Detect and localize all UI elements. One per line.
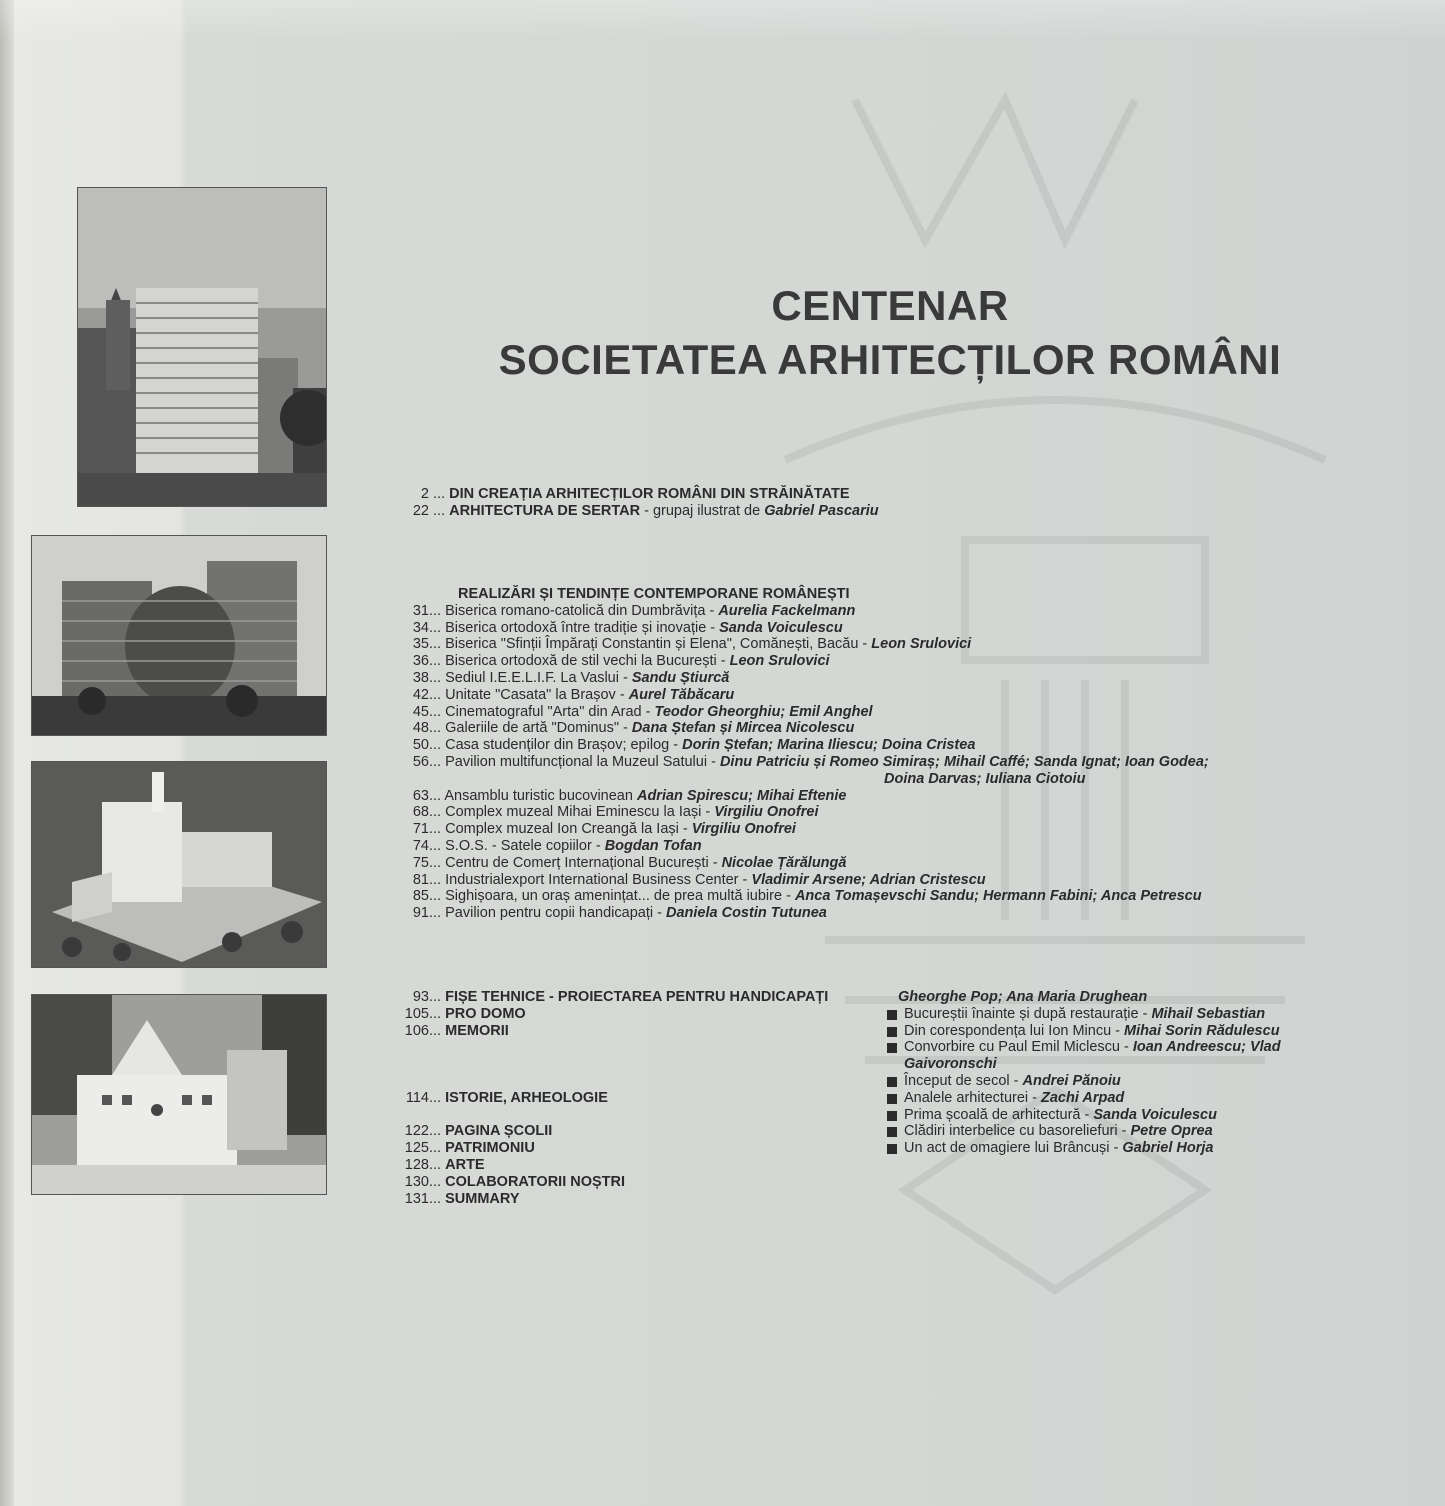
leader-dots: ... bbox=[429, 871, 442, 888]
entry-title: Un act de omagiere lui Brâncuși - bbox=[904, 1140, 1123, 1157]
toc-row bbox=[384, 1157, 828, 1174]
bullet-square-icon bbox=[887, 1077, 897, 1087]
author-name: Andrei Pănoiu bbox=[1022, 1072, 1121, 1089]
page-number: 36 bbox=[412, 653, 429, 670]
section-note: - grupaj ilustrat de bbox=[640, 502, 765, 519]
page-number: 93 bbox=[412, 989, 429, 1005]
entry-title: Complex muzeal Ion Creangă la Iași - bbox=[445, 821, 692, 838]
section-title: MEMORII bbox=[445, 1022, 509, 1039]
author-name: Gabriel Horja bbox=[1122, 1140, 1214, 1157]
page-number: 68 bbox=[412, 804, 429, 821]
author-name: Daniela Costin Tutunea bbox=[665, 905, 827, 922]
entry-title: Biserica ortodoxă între tradiție și inovație - bbox=[445, 619, 720, 636]
toc-row bbox=[384, 1140, 828, 1157]
bullet-item bbox=[886, 1123, 1281, 1140]
author-name: Mihai Sorin Rădulescu bbox=[1124, 1022, 1280, 1039]
toc-row bbox=[384, 905, 1209, 922]
section-title: FIȘE TEHNICE - PROIECTAREA PENTRU HANDICAPAȚI bbox=[445, 989, 829, 1005]
page-number: 22 bbox=[412, 502, 429, 519]
photo-glass-building bbox=[31, 535, 327, 736]
author-name: Ioan Andreescu; Vlad bbox=[1132, 1039, 1281, 1056]
author-name: Petre Oprea bbox=[1130, 1123, 1213, 1140]
author-name: Anca Tomașevschi Sandu; Hermann Fabini; Anca Petrescu bbox=[794, 888, 1202, 905]
author-name: Gabriel Pascariu bbox=[764, 502, 879, 519]
toc-subsections bbox=[886, 989, 1281, 1157]
entry-title: Prima școală de arhitectură - bbox=[904, 1106, 1094, 1123]
page-title-line-2: SOCIETATEA ARHITECȚILOR ROMÂNI bbox=[498, 336, 1282, 383]
toc-row bbox=[384, 855, 1209, 872]
page-number: 2 bbox=[420, 486, 429, 502]
leader-dots: ... bbox=[429, 854, 442, 871]
leader-dots: ... bbox=[429, 888, 442, 905]
leader-dots: ... bbox=[429, 821, 442, 838]
leader-dots: ... bbox=[429, 837, 442, 854]
section-title: COLABORATORII NOȘTRI bbox=[445, 1173, 626, 1190]
author-name: Doina Darvas; Iuliana Ciotoiu bbox=[884, 770, 1086, 787]
toc-row bbox=[384, 603, 1209, 620]
bullet-item bbox=[886, 1023, 1281, 1040]
page-number: 106 bbox=[404, 1022, 429, 1039]
page-glow bbox=[0, 0, 1445, 40]
bullet-square-icon bbox=[887, 1144, 897, 1154]
entry-title: Biserica romano-catolică din Dumbrăvița - bbox=[445, 602, 719, 619]
bullet-item bbox=[886, 1073, 1281, 1090]
bullet-item bbox=[886, 1039, 1281, 1056]
author-name: Gheorghe Pop; Ana Maria Drughean bbox=[898, 989, 1148, 1005]
bullet-square-icon bbox=[887, 1111, 897, 1121]
page-number: 35 bbox=[412, 636, 429, 653]
leader-dots: ... bbox=[429, 669, 442, 686]
section-heading: REALIZĂRI ȘI TENDINȚE CONTEMPORANE ROMÂNEȘTI bbox=[458, 586, 850, 602]
toc-row bbox=[384, 486, 879, 503]
entry-title: Analele arhitecturei - bbox=[904, 1089, 1042, 1106]
author-name: Leon Srulovici bbox=[871, 636, 972, 653]
page-number: 91 bbox=[412, 905, 429, 922]
entry-title: Pavilion pentru copii handicapați - bbox=[445, 905, 666, 922]
author-name: Sanda Voiculescu bbox=[1093, 1106, 1217, 1123]
page-number: 81 bbox=[412, 871, 429, 888]
entry-title: S.O.S. - Satele copiilor - bbox=[445, 837, 605, 854]
page-number: 74 bbox=[412, 837, 429, 854]
photo-architectural-model bbox=[31, 761, 327, 968]
toc-row bbox=[384, 1174, 828, 1191]
page-number: 34 bbox=[412, 619, 429, 636]
author-name: Sanda Voiculescu bbox=[719, 619, 843, 636]
entry-title: Galeriile de artă "Dominus" - bbox=[445, 720, 632, 737]
page-number: 56 bbox=[412, 753, 429, 770]
author-name: Aurelia Fackelmann bbox=[718, 602, 856, 619]
toc-row bbox=[384, 720, 1209, 737]
section-title: ARHITECTURA DE SERTAR bbox=[449, 502, 641, 519]
leader-dots: ... bbox=[429, 1005, 442, 1022]
toc-row bbox=[384, 704, 1209, 721]
author-name: Virgiliu Onofrei bbox=[714, 804, 819, 821]
page-number: 125 bbox=[404, 1140, 429, 1157]
entry-title: Complex muzeal Mihai Eminescu la Iași - bbox=[445, 804, 715, 821]
bullet-item bbox=[886, 1140, 1281, 1157]
section-title: PAGINA ȘCOLII bbox=[445, 1123, 553, 1140]
entry-title: Convorbire cu Paul Emil Miclescu - bbox=[904, 1039, 1133, 1056]
section-title: ARTE bbox=[445, 1156, 485, 1173]
leader-dots: ... bbox=[429, 1156, 442, 1173]
page-number: 85 bbox=[412, 888, 429, 905]
toc-row bbox=[384, 804, 1209, 821]
spacer bbox=[384, 1073, 828, 1090]
section-title: SUMMARY bbox=[445, 1190, 520, 1207]
author-name: Zachi Arpad bbox=[1041, 1089, 1125, 1106]
author-name: Aurel Tăbăcaru bbox=[628, 686, 735, 703]
toc-row bbox=[384, 872, 1209, 889]
leader-dots: ... bbox=[429, 737, 442, 754]
author-name: Virgiliu Onofrei bbox=[691, 821, 796, 838]
page-number: 114 bbox=[405, 1089, 429, 1106]
author-name: Sandu Știurcă bbox=[631, 669, 730, 686]
toc-row bbox=[384, 503, 879, 520]
page-number: 50 bbox=[412, 737, 429, 754]
leader-dots: ... bbox=[429, 636, 442, 653]
entry-title: Clădiri interbelice cu basoreliefuri - bbox=[904, 1123, 1131, 1140]
toc-row bbox=[384, 670, 1209, 687]
author-name: Gaivoronschi bbox=[904, 1056, 997, 1073]
bullet-square-icon bbox=[887, 1043, 897, 1053]
leader-dots: ... bbox=[429, 787, 442, 804]
author-name: Dorin Ștefan; Marina Iliescu; Doina Cristea bbox=[682, 737, 976, 754]
page-number: 130 bbox=[404, 1173, 429, 1190]
entry-title: Bucureștii înainte și după restaurație - bbox=[904, 1005, 1152, 1022]
toc-row bbox=[384, 687, 1209, 704]
page-number: 131 bbox=[404, 1190, 429, 1207]
toc-row bbox=[384, 620, 1209, 637]
leader-dots: ... bbox=[429, 989, 442, 1005]
leader-dots: ... bbox=[429, 1089, 442, 1106]
page-number: 63 bbox=[412, 787, 429, 804]
entry-title: Casa studenților din Brașov; epilog - bbox=[445, 737, 683, 754]
spacer bbox=[384, 1107, 828, 1124]
bullet-square-icon bbox=[887, 1127, 897, 1137]
author-name: Vladimir Arsene; Adrian Cristescu bbox=[751, 871, 986, 888]
leader-dots: ... bbox=[433, 502, 446, 519]
entry-title: Început de secol - bbox=[904, 1072, 1023, 1089]
toc-row bbox=[384, 989, 828, 1006]
bullet-item bbox=[886, 1006, 1281, 1023]
page-number: 48 bbox=[412, 720, 429, 737]
section-title: PRO DOMO bbox=[445, 1005, 526, 1022]
leader-dots: ... bbox=[429, 720, 442, 737]
toc-row bbox=[384, 838, 1209, 855]
author-name: Mihail Sebastian bbox=[1151, 1005, 1266, 1022]
leader-dots: ... bbox=[429, 1022, 442, 1039]
section-title: DIN CREAȚIA ARHITECȚILOR ROMÂNI DIN STRĂINĂTATE bbox=[449, 486, 850, 502]
bullet-item-continuation bbox=[886, 1056, 1281, 1073]
toc-row bbox=[384, 754, 1209, 771]
author-name: Bogdan Tofan bbox=[604, 837, 702, 854]
toc-row bbox=[384, 653, 1209, 670]
bullet-item bbox=[886, 1090, 1281, 1107]
author-name: Adrian Spirescu; Mihai Eftenie bbox=[636, 787, 847, 804]
toc-row bbox=[384, 888, 1209, 905]
spacer bbox=[384, 1056, 828, 1073]
entry-title: Sighișoara, un oraș amenințat... de prea multă iubire - bbox=[445, 888, 795, 905]
page-number: 42 bbox=[412, 686, 429, 703]
toc-row bbox=[384, 737, 1209, 754]
photo-office-tower bbox=[77, 187, 327, 507]
page-number: 38 bbox=[412, 669, 429, 686]
spacer bbox=[384, 1039, 828, 1056]
toc-top bbox=[384, 486, 879, 520]
toc-row bbox=[384, 821, 1209, 838]
toc-row bbox=[384, 1006, 828, 1023]
toc-contemporary bbox=[384, 586, 1209, 922]
entry-title: Pavilion multifuncțional la Muzeul Satului - bbox=[445, 753, 720, 770]
leader-dots: ... bbox=[429, 1190, 442, 1207]
page-number: 105 bbox=[404, 1005, 429, 1022]
toc-row bbox=[384, 1191, 828, 1208]
section-title: PATRIMONIU bbox=[445, 1140, 535, 1157]
photo-white-building bbox=[31, 994, 327, 1195]
toc-row bbox=[384, 636, 1209, 653]
entry-title: Centru de Comerț Internațional București - bbox=[445, 854, 722, 871]
entry-title: Cinematograful "Arta" din Arad - bbox=[445, 703, 655, 720]
entry-title: Industrialexport International Business Center - bbox=[445, 871, 752, 888]
bullet-square-icon bbox=[887, 1027, 897, 1037]
entry-title: Sediul I.E.E.L.I.F. La Vaslui - bbox=[445, 669, 632, 686]
leader-dots: ... bbox=[429, 686, 442, 703]
entry-title: Biserica ortodoxă de stil vechi la București - bbox=[445, 653, 730, 670]
page-number: 45 bbox=[412, 703, 429, 720]
page-number: 71 bbox=[412, 821, 429, 838]
bullet-item bbox=[886, 1107, 1281, 1124]
leader-dots: ... bbox=[429, 905, 442, 922]
page-number: 128 bbox=[404, 1156, 429, 1173]
entry-title: Unitate "Casata" la Brașov - bbox=[445, 686, 629, 703]
toc-row bbox=[384, 788, 1209, 805]
leader-dots: ... bbox=[429, 804, 442, 821]
toc-row bbox=[384, 1123, 828, 1140]
leader-dots: ... bbox=[429, 619, 442, 636]
leader-dots: ... bbox=[429, 1123, 442, 1140]
section-title: ISTORIE, ARHEOLOGIE bbox=[445, 1089, 608, 1106]
author-name: Teodor Gheorghiu; Emil Anghel bbox=[654, 703, 873, 720]
author-name: Dinu Patriciu și Romeo Simiraș; Mihail Caffé; Sanda Ignat; Ioan Godea; bbox=[719, 753, 1209, 770]
page-title-line-1: CENTENAR bbox=[771, 282, 1009, 329]
leader-dots: ... bbox=[429, 703, 442, 720]
entry-title: Ansamblu turistic bucovinean bbox=[444, 787, 637, 804]
page-edge bbox=[0, 0, 14, 1506]
toc-row-continuation bbox=[384, 771, 1209, 788]
toc-row bbox=[384, 1090, 828, 1107]
page-number: 122 bbox=[404, 1123, 429, 1140]
entry-title: Biserica "Sfinții Împărați Constantin și Elena", Comănești, Bacău - bbox=[445, 636, 872, 653]
page-number: 75 bbox=[412, 854, 429, 871]
leader-dots: ... bbox=[429, 1140, 442, 1157]
bullet-square-icon bbox=[887, 1010, 897, 1020]
author-name: Leon Srulovici bbox=[729, 653, 830, 670]
leader-dots: ... bbox=[429, 602, 442, 619]
leader-dots: ... bbox=[429, 753, 442, 770]
leader-dots: ... bbox=[429, 1173, 442, 1190]
entry-title: Din corespondența lui Ion Mincu - bbox=[904, 1022, 1125, 1039]
bullet-square-icon bbox=[887, 1094, 897, 1104]
author-name: Nicolae Țărălungă bbox=[721, 854, 847, 871]
toc-row bbox=[384, 1023, 828, 1040]
leader-dots: ... bbox=[433, 486, 446, 502]
page-number: 31 bbox=[412, 602, 429, 619]
section-authors bbox=[886, 989, 1281, 1006]
toc-sections bbox=[384, 989, 828, 1207]
leader-dots: ... bbox=[429, 653, 442, 670]
author-name: Dana Ștefan și Mircea Nicolescu bbox=[631, 720, 855, 737]
